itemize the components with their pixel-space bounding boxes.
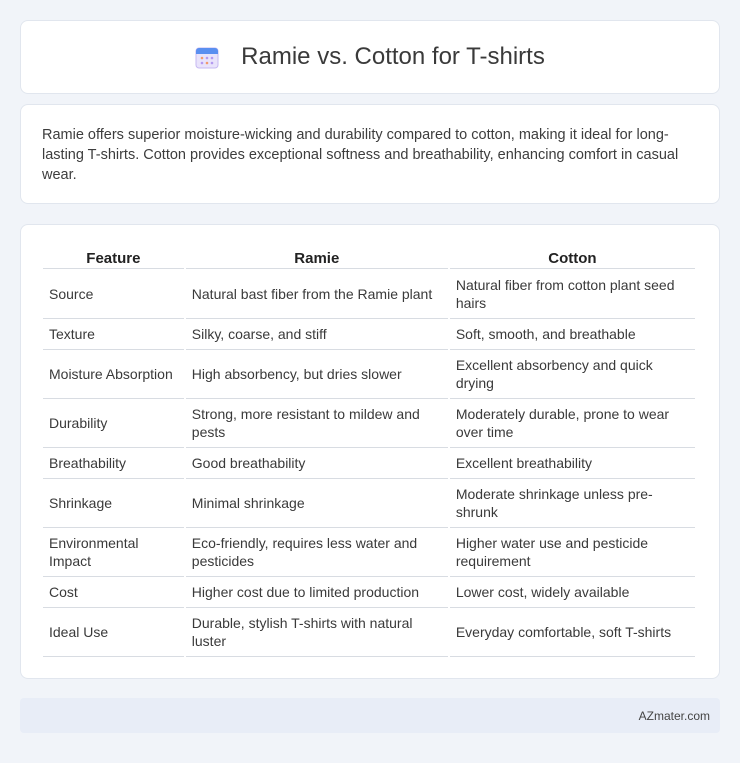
table-row: [43, 608, 695, 657]
ramie-cell: Good breathability: [186, 448, 448, 479]
feature-cell: Source: [43, 269, 184, 319]
feature-cell: Shrinkage: [43, 479, 184, 528]
cotton-cell: Everyday comfortable, soft T-shirts: [450, 608, 695, 657]
table-row: [43, 448, 695, 479]
ramie-cell: Natural bast fiber from the Ramie plant: [186, 269, 448, 319]
column-header: Feature: [43, 245, 184, 269]
footer: [20, 698, 720, 733]
table-row: [43, 269, 695, 319]
cotton-cell: Natural fiber from cotton plant seed hairs: [450, 269, 695, 319]
feature-cell: Cost: [43, 577, 184, 608]
cotton-cell: Soft, smooth, and breathable: [450, 319, 695, 350]
table-row: [43, 577, 695, 608]
cotton-cell: Lower cost, widely available: [450, 577, 695, 608]
header-card: [20, 20, 720, 94]
table-row: [43, 528, 695, 577]
feature-cell: Environmental Impact: [43, 528, 184, 577]
feature-cell: Durability: [43, 399, 184, 448]
table-row: [43, 479, 695, 528]
column-header: Cotton: [450, 245, 695, 269]
footer-brand: AZmater.com: [638, 708, 710, 723]
ramie-cell: Eco-friendly, requires less water and pesticides: [186, 528, 448, 577]
cotton-cell: Excellent breathability: [450, 448, 695, 479]
table-row: [43, 399, 695, 448]
cotton-cell: Moderate shrinkage unless pre-shrunk: [450, 479, 695, 528]
feature-cell: Texture: [43, 319, 184, 350]
ramie-cell: Durable, stylish T-shirts with natural luster: [186, 608, 448, 657]
comparison-table: [41, 245, 697, 657]
cotton-cell: Excellent absorbency and quick drying: [450, 350, 695, 399]
table-header-row: [43, 245, 695, 269]
calendar-icon: [195, 45, 219, 69]
ramie-cell: Minimal shrinkage: [186, 479, 448, 528]
cotton-cell: Higher water use and pesticide requirement: [450, 528, 695, 577]
feature-cell: Breathability: [43, 448, 184, 479]
ramie-cell: Silky, coarse, and stiff: [186, 319, 448, 350]
ramie-cell: Higher cost due to limited production: [186, 577, 448, 608]
ramie-cell: Strong, more resistant to mildew and pests: [186, 399, 448, 448]
cotton-cell: Moderately durable, prone to wear over time: [450, 399, 695, 448]
table-row: [43, 319, 695, 350]
comparison-table-card: [20, 224, 720, 679]
intro-card: [20, 104, 720, 204]
table-row: [43, 350, 695, 399]
column-header: Ramie: [186, 245, 448, 269]
header-inner: [195, 43, 545, 71]
feature-cell: Ideal Use: [43, 608, 184, 657]
intro-text: Ramie offers superior moisture-wicking and durability compared to cotton, making it ideal for long-lasting T-shirts. Cotton provides exceptional softness and breathability, enhancing comfort in casual wear.: [42, 127, 679, 183]
ramie-cell: High absorbency, but dries slower: [186, 350, 448, 399]
feature-cell: Moisture Absorption: [43, 350, 184, 399]
page-title: Ramie vs. Cotton for T-shirts: [241, 43, 545, 70]
